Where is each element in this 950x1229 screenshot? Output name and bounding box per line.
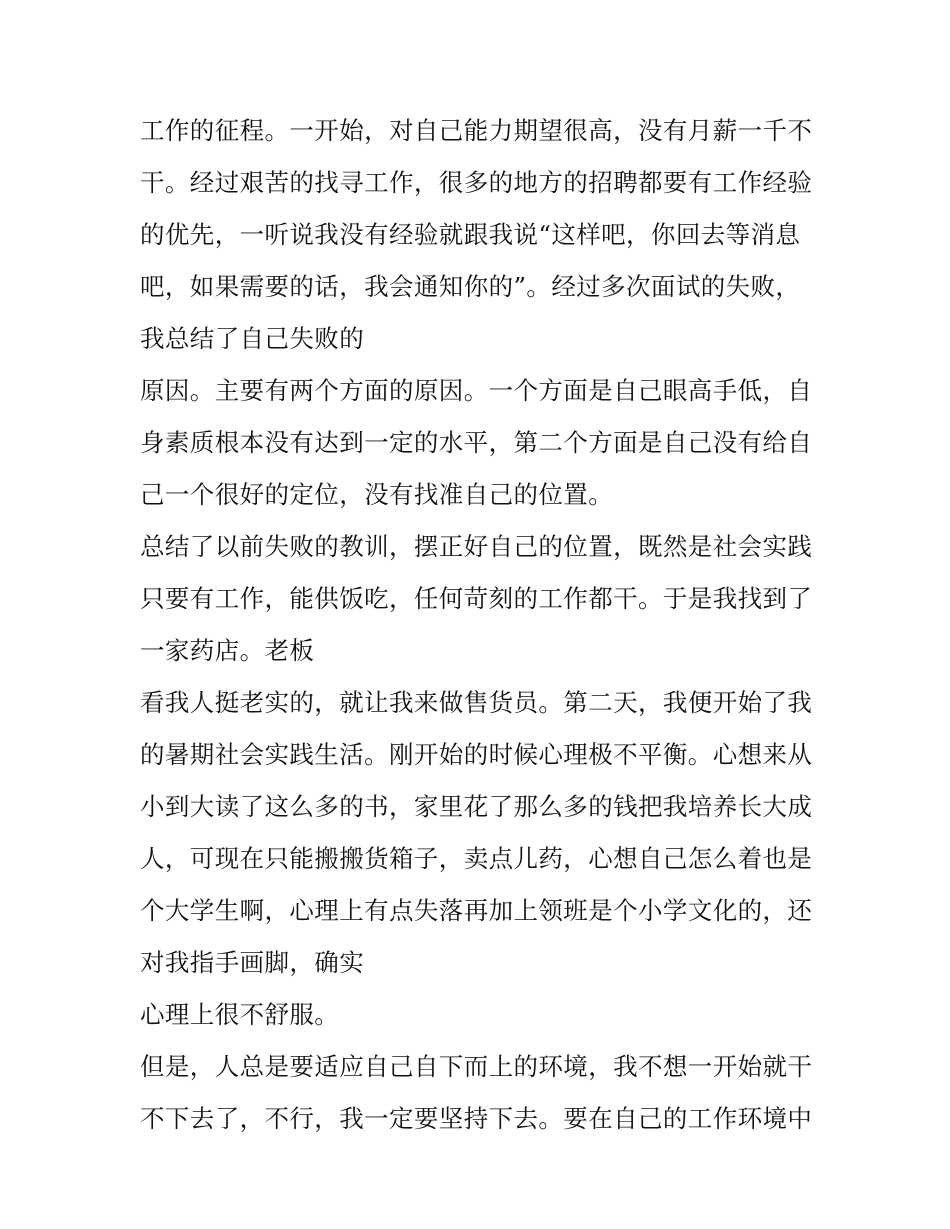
text-line: 工作的征程。一开始，对自己能力期望很高，没有月薪一千不 [140,116,813,145]
text-line: 的优先，一听说我没有经验就跟我说“这样吧，你回去等消息 [140,220,801,249]
text-line: 原因。主要有两个方面的原因。一个方面是自己眼高手低，自 [140,376,813,405]
document-body [140,108,820,1148]
text-line: 看我人挺老实的，就让我来做售货员。第二天，我便开始了我 [140,688,813,717]
text-line: 一家药店。老板 [140,636,315,665]
text-line: 吧，如果需要的话，我会通知你的”。经过多次面试的失败， [140,272,801,301]
text-line: 只要有工作，能供饭吃，任何苛刻的工作都干。于是我找到了 [140,584,813,613]
text-line: 总结了以前失败的教训，摆正好自己的位置，既然是社会实践 [140,532,813,561]
text-line: 心理上很不舒服。 [140,1000,340,1029]
text-line: 己一个很好的定位，没有找准自己的位置。 [140,480,614,509]
text-line: 个大学生啊，心理上有点失落再加上领班是个小学文化的，还 [140,896,813,925]
text-line: 干。经过艰苦的找寻工作，很多的地方的招聘都要有工作经验 [140,168,813,197]
text-line: 不下去了，不行，我一定要坚持下去。要在自己的工作环境中 [140,1104,813,1133]
text-line: 小到大读了这么多的书，家里花了那么多的钱把我培养长大成 [140,792,813,821]
text-line: 我总结了自己失败的 [140,324,365,353]
text-line: 身素质根本没有达到一定的水平，第二个方面是自己没有给自 [140,428,813,457]
text-line: 对我指手画脚，确实 [140,948,365,977]
text-line: 的暑期社会实践生活。刚开始的时候心理极不平衡。心想来从 [140,740,813,769]
text-line: 但是，人总是要适应自己自下而上的环境，我不想一开始就干 [140,1052,813,1081]
text-line: 人，可现在只能搬搬货箱子，卖点儿药，心想自己怎么着也是 [140,844,813,873]
